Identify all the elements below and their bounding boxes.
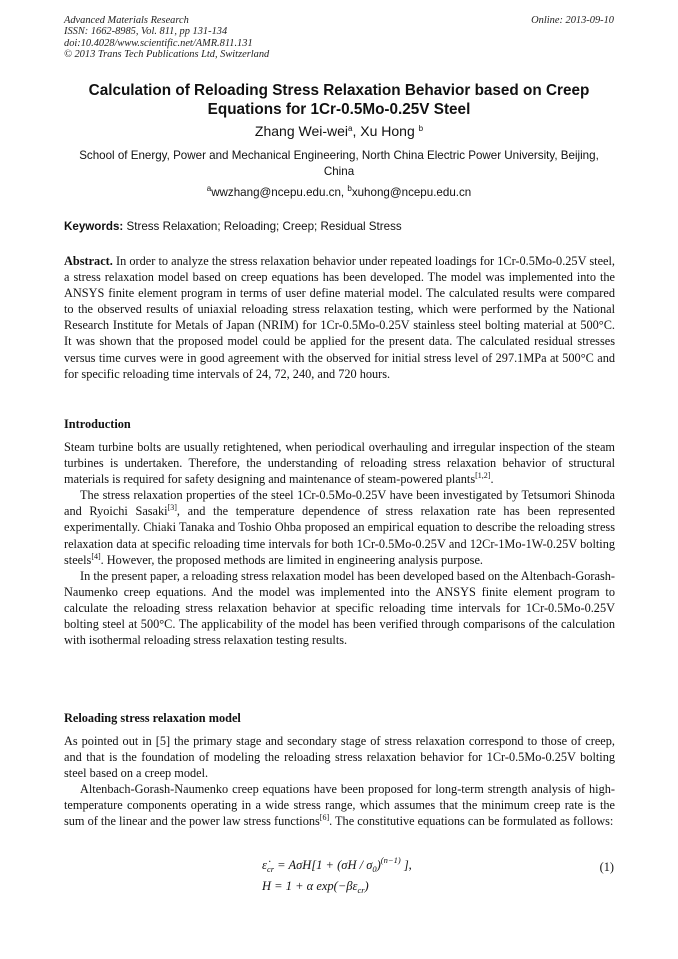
author-name: Zhang Wei-wei — [254, 123, 349, 139]
section-heading-introduction: Introduction — [64, 417, 131, 431]
citation[interactable]: [3] — [167, 503, 177, 513]
model-section-body — [64, 733, 615, 830]
constitutive-equation — [262, 852, 412, 899]
email-mark: b — [347, 184, 352, 193]
introduction-body — [64, 439, 615, 648]
author-name: Xu Hong — [360, 123, 419, 139]
keywords — [64, 220, 616, 233]
abstract-text: In order to analyze the stress relaxation behavior under repeated loadings for 1Cr-0.5Mo-0.25V steel, a stress relaxation model based on creep equations has been developed. The model was implemented into the ANSYS finite element program in terms of user define material model. The calculated results were compared to the observed results of uniaxial reloading stress relaxation testing, which were performed by the National Research Institute for Metals of Japan (NRIM) for 1Cr-0.5Mo-0.25V stainless steel bolting material at 500°C. It was shown that the proposed model could be applied for the present data. The calculated residual stresses versus time curves were in good agreement with the observed for initial stress level of 297.1MPa at 500°C and for specific reloading time intervals of 24, 72, 240, and 720 hours. — [64, 254, 615, 381]
email-link[interactable]: wwzhang@ncepu.edu.cn, — [211, 186, 348, 199]
citation[interactable]: [6] — [319, 813, 330, 823]
abstract — [64, 253, 615, 382]
author-affil-mark: a — [348, 124, 353, 133]
paragraph: Altenbach-Gorash-Naumenko creep equations have been proposed for long-term strength analysis of high-temperature components operating in a wide stress range, which assumes that the minimum creep rate is the sum of the linear and the power law stress functions[6]. The constitutive equations can be formulated as follows: — [64, 782, 615, 829]
author-emails — [60, 186, 618, 199]
keywords-label: Keywords: — [64, 220, 124, 233]
author-separator: , — [352, 123, 361, 139]
email-mark: a — [206, 184, 212, 193]
online-date: Online: 2013-09-10 — [531, 15, 614, 26]
author-list — [60, 123, 618, 139]
paragraph: The stress relaxation properties of the steel 1Cr-0.5Mo-0.25V have been investigated by Tetsumori Shinoda and Ryoichi Sasaki[3], and the temperature dependence of stress relaxation rate has been represented experimentally. Chiaki Tanaka and Toshio Ohba proposed an empirical equation to describe the reloading stress relaxation data at specific reloading time intervals for both 1Cr-0.5Mo-0.25V and 12Cr-1Mo-1W-0.25V bolting steels[4]. However, the proposed methods are limited in engineering analysis purpose. — [64, 488, 615, 567]
author-affil-mark: b — [418, 124, 424, 133]
equation-line-1: $\varepsiloṅ_{cr} = A\sigma H[1 + (\sigma H / \sigma_0)^{(n-1)}$ ], — [262, 855, 412, 874]
citation[interactable]: [1,2] — [475, 471, 491, 481]
equation-number: (1) — [599, 860, 614, 874]
journal-header — [64, 15, 269, 61]
paragraph: Steam turbine bolts are usually retightened, when periodical overhauling and irregular inspection of the steam turbines is undertaken. Therefore, the understanding of reloading stress relaxation behavior of structural materials is required for safety designing and maintenance of steam-powered plants[1,2]. — [64, 440, 615, 487]
email-link[interactable]: xuhong@ncepu.edu.cn — [351, 186, 472, 199]
abstract-label: Abstract. — [64, 254, 113, 268]
journal-name: Advanced Materials Research — [64, 15, 189, 26]
paper-title: Calculation of Reloading Stress Relaxation Behavior based on Creep Equations for 1Cr-0.5Mo-0.25V Steel — [88, 82, 590, 118]
paragraph: In the present paper, a reloading stress relaxation model has been developed based on the Altenbach-Gorash-Naumenko creep equations. And the model was implemented into the ANSYS finite element program to calculate the reloading stress relaxation behavior at specific reloading time intervals for 1Cr-0.5Mo-0.25V bolting steel at 500°C. The applicability of the model has been verified through comparisons of the calculation with isothermal reloading stress relaxation testing results. — [64, 568, 615, 648]
copyright-line: © 2013 Trans Tech Publications Ltd, Switzerland — [64, 49, 270, 61]
doi-line[interactable]: doi:10.4028/www.scientific.net/AMR.811.131 — [64, 37, 253, 49]
paragraph: As pointed out in [5] the primary stage and secondary stage of stress relaxation correspond to those of creep, and that is the foundation of modeling the reloading stress relaxation behavior for 1Cr-0.5Mo-0.25V bolting steel based on a creep model. — [64, 734, 615, 781]
keywords-text: Stress Relaxation; Reloading; Creep; Residual Stress — [123, 220, 402, 233]
equation-line-2: H = 1 + α $\exp(-\beta\varepsilon_{cr})$ — [262, 879, 369, 895]
citation[interactable]: [4] — [91, 551, 101, 561]
section-heading-model: Reloading stress relaxation model — [64, 711, 241, 725]
affiliation: School of Energy, Power and Mechanical Engineering, North China Electric Power University, Beijing, China — [79, 149, 599, 178]
issn-line: ISSN: 1662-8985, Vol. 811, pp 131-134 — [64, 26, 228, 38]
